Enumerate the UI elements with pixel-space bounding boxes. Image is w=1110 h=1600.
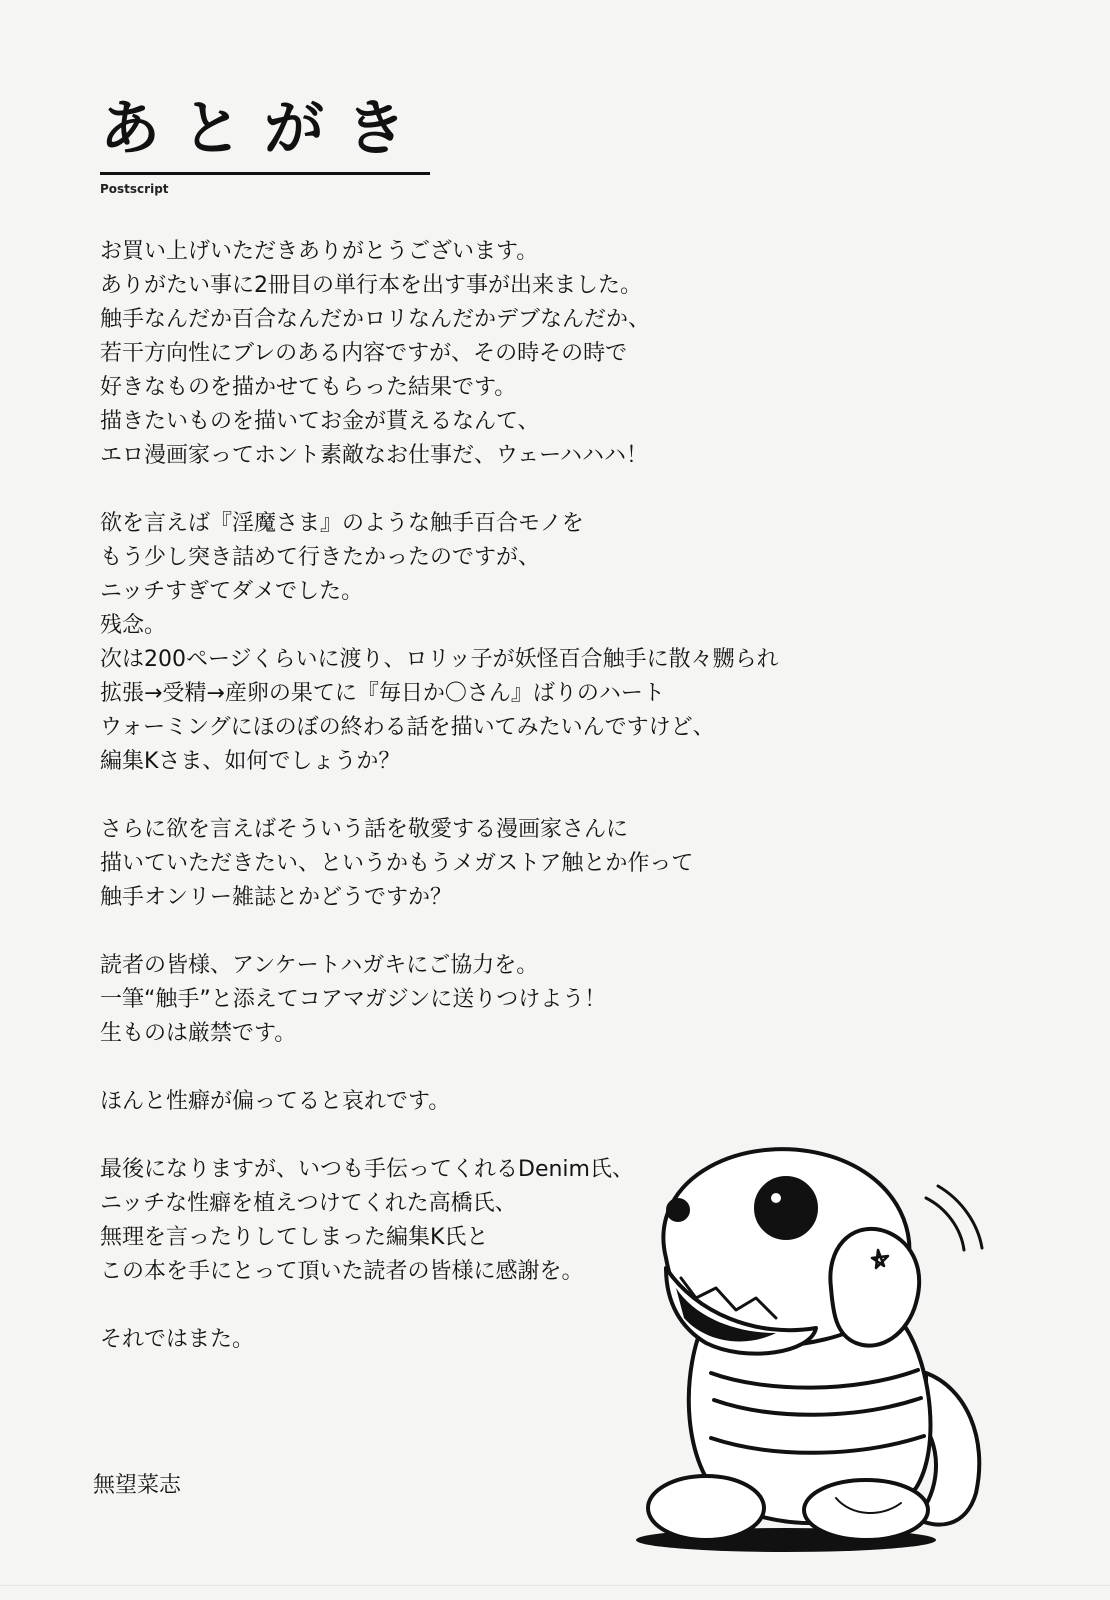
text-line: ニッチすぎてダメでした。 xyxy=(100,579,364,604)
text-line: 一筆“触手”と添えてコアマガジンに送りつけよう！ xyxy=(100,987,607,1012)
text-line: 拡張→受精→産卵の果てに『毎日か〇さん』ばりのハート xyxy=(100,681,665,706)
mascot-right-eye xyxy=(668,1200,688,1220)
paragraph-5 xyxy=(100,1085,820,1119)
text-line: 次は200ページくらいに渡り、ロリッ子が妖怪百合触手に散々嬲られ xyxy=(100,647,779,672)
text-line: 残念。 xyxy=(100,613,167,638)
text-line: この本を手にとって頂いた読者の皆様に感謝を。 xyxy=(100,1259,584,1284)
mascot-arm xyxy=(830,1229,919,1346)
text-line: 描きたいものを描いてお金が貰えるなんて、 xyxy=(100,409,540,434)
mascot-right-foot xyxy=(804,1480,928,1540)
mascot-illustration-icon xyxy=(626,1138,1006,1558)
text-line: 好きなものを描かせてもらった結果です。 xyxy=(100,375,517,400)
text-line: それではまた。 xyxy=(100,1327,255,1352)
text-line: 触手なんだか百合なんだかロリなんだかデブなんだか、 xyxy=(100,307,651,332)
bottom-edge xyxy=(0,1585,1110,1586)
text-line: 無理を言ったりしてしまった編集K氏と xyxy=(100,1225,489,1250)
text-line: ほんと性癖が偏ってると哀れです。 xyxy=(100,1089,451,1114)
author-signature: 無望菜志 xyxy=(93,1473,182,1498)
mascot-left-foot xyxy=(648,1476,764,1540)
title-underline xyxy=(100,172,430,175)
motion-line xyxy=(926,1198,964,1250)
text-line: 若干方向性にブレのある内容ですが、その時その時で xyxy=(100,341,628,366)
text-line: 最後になりますが、いつも手伝ってくれるDenim氏、 xyxy=(100,1157,634,1182)
paragraph-2 xyxy=(100,507,820,779)
mascot-left-eye-shine xyxy=(771,1193,781,1203)
paragraph-4 xyxy=(100,949,820,1051)
text-line: さらに欲を言えばそういう話を敬愛する漫画家さんに xyxy=(100,817,629,842)
text-line: 編集Kさま、如何でしょうか？ xyxy=(100,749,401,774)
paragraph-3 xyxy=(100,813,820,915)
text-line: 読者の皆様、アンケートハガキにご協力を。 xyxy=(100,953,539,978)
paragraph-1 xyxy=(100,235,820,473)
text-line: 生ものは厳禁です。 xyxy=(100,1021,297,1046)
text-line: もう少し突き詰めて行きたかったのですが、 xyxy=(100,545,541,570)
page-title: あとがき xyxy=(100,94,428,164)
text-line: ありがたい事に2冊目の単行本を出す事が出来ました。 xyxy=(100,273,642,298)
text-line: お買い上げいただきありがとうございます。 xyxy=(100,239,539,264)
text-line: エロ漫画家ってホント素敵なお仕事だ、ウェーハハハ！ xyxy=(100,443,649,468)
text-line: 触手オンリー雑誌とかどうですか？ xyxy=(100,885,453,910)
text-line: 描いていただきたい、というかもうメガストア触とか作って xyxy=(100,851,694,876)
mascot-left-eye xyxy=(756,1178,816,1238)
page-subtitle: Postscript xyxy=(100,182,169,196)
header xyxy=(100,92,440,196)
text-line: 欲を言えば『淫魔さま』のような触手百合モノを xyxy=(100,511,584,536)
text-line: ニッチな性癖を植えつけてくれた高橋氏、 xyxy=(100,1191,517,1216)
text-line: ウォーミングにほのぼの終わる話を描いてみたいんですけど、 xyxy=(100,715,715,740)
